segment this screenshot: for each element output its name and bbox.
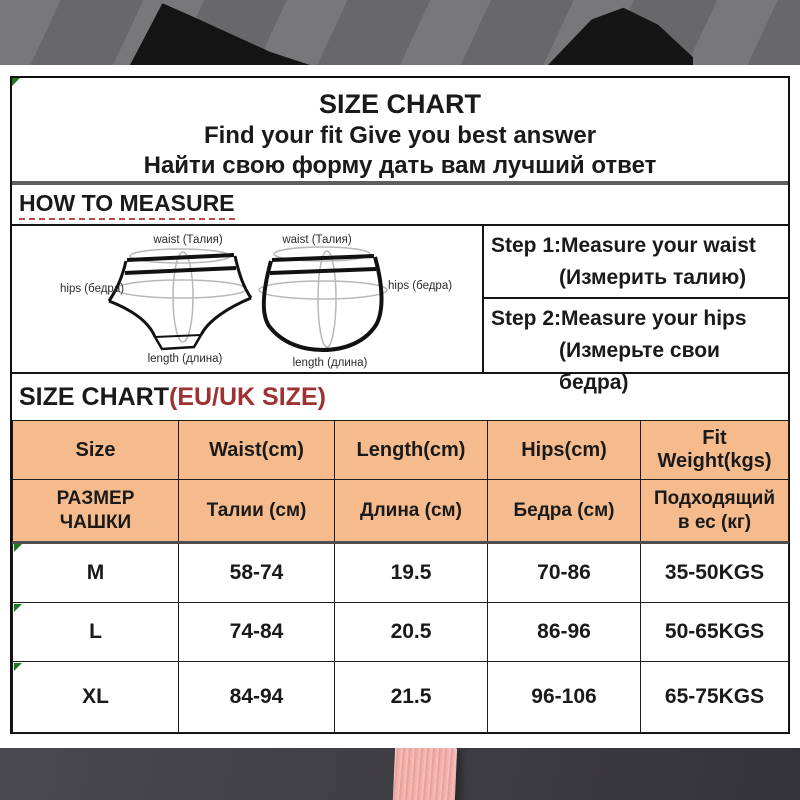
panty-diagrams [12,226,482,372]
col-header-hips: Hips(cm) [488,421,641,480]
cell-hips: 70-86 [488,543,641,603]
step-1-text-ru: (Измерить талию) [559,266,747,289]
panty-back-diagram [259,234,452,369]
cell-size: L [13,603,179,662]
how-to-measure-label: HOW TO MEASURE [19,190,235,220]
table-header-row-ru [13,480,789,543]
col-header-hips-ru: Бедра (см) [488,480,641,543]
table-row-m [13,543,789,603]
back-waist-label: waist (Талия) [282,234,352,246]
front-length-label: length (длина) [147,353,223,365]
cell-weight: 65-75KGS [641,662,789,733]
size-chart-heading-black: SIZE CHART [19,382,169,411]
measure-section [12,226,788,394]
cell-flag-triangle-icon [14,604,22,612]
back-length-label: length (длина) [292,357,368,369]
step-2 [484,299,788,394]
panty-diagram-svg [12,226,482,372]
black-fabric-shape [548,0,693,65]
col-header-length: Length(cm) [335,421,488,480]
size-chart-heading-red: (EU/UK SIZE) [169,382,326,411]
cell-waist: 58-74 [179,543,335,603]
top-product-photo [0,0,800,65]
bottom-product-photo [0,748,800,800]
title-section [12,78,788,185]
page-title: SIZE CHART [319,89,481,119]
pink-fabric-strip [393,748,457,800]
subtitle-russian: Найти свою форму дать вам лучший ответ [143,152,657,179]
step-1 [484,226,788,299]
cell-flag-triangle-icon [14,544,22,552]
cell-size: M [13,543,179,603]
col-header-size-ru: РАЗМЕР ЧАШКИ [13,480,179,543]
cell-weight: 50-65KGS [641,603,789,662]
step-2-text: Step 2:Measure your hips [491,307,747,330]
cell-flag-triangle-icon [14,663,22,671]
col-header-weight-ru: Подходящий в ес (кг) [641,480,789,543]
cell-waist: 74-84 [179,603,335,662]
table-row-xl [13,662,789,733]
cell-length: 19.5 [335,543,488,603]
cell-hips: 86-96 [488,603,641,662]
black-fabric-shape [130,0,310,65]
col-header-size: Size [13,421,179,480]
how-to-measure-heading [12,185,788,226]
panty-front-diagram [60,234,251,365]
step-1-text: Step 1:Measure your waist [491,234,756,257]
back-hips-label: hips (бедра) [388,280,453,292]
cell-length: 20.5 [335,603,488,662]
subtitle-english: Find your fit Give you best answer [203,122,597,149]
cell-weight: 35-50KGS [641,543,789,603]
table-header-row-en [13,421,789,480]
cell-length: 21.5 [335,662,488,733]
col-header-waist: Waist(cm) [179,421,335,480]
cell-size: XL [13,662,179,733]
col-header-length-ru: Длина (см) [335,480,488,543]
step-2-text-ru: (Измерьте свои бедра) [559,339,720,394]
size-table [12,420,789,733]
table-row-l [13,603,789,662]
cell-hips: 96-106 [488,662,641,733]
front-hips-label: hips (бедра) [60,283,125,295]
size-chart-panel [10,76,790,734]
size-chart-heading [12,374,788,420]
front-waist-label: waist (Талия) [153,234,223,246]
col-header-weight: Fit Weight(kgs) [641,421,789,480]
col-header-waist-ru: Талии (см) [179,480,335,543]
cell-flag-triangle-icon [12,78,20,86]
cell-waist: 84-94 [179,662,335,733]
measure-steps [482,226,788,394]
